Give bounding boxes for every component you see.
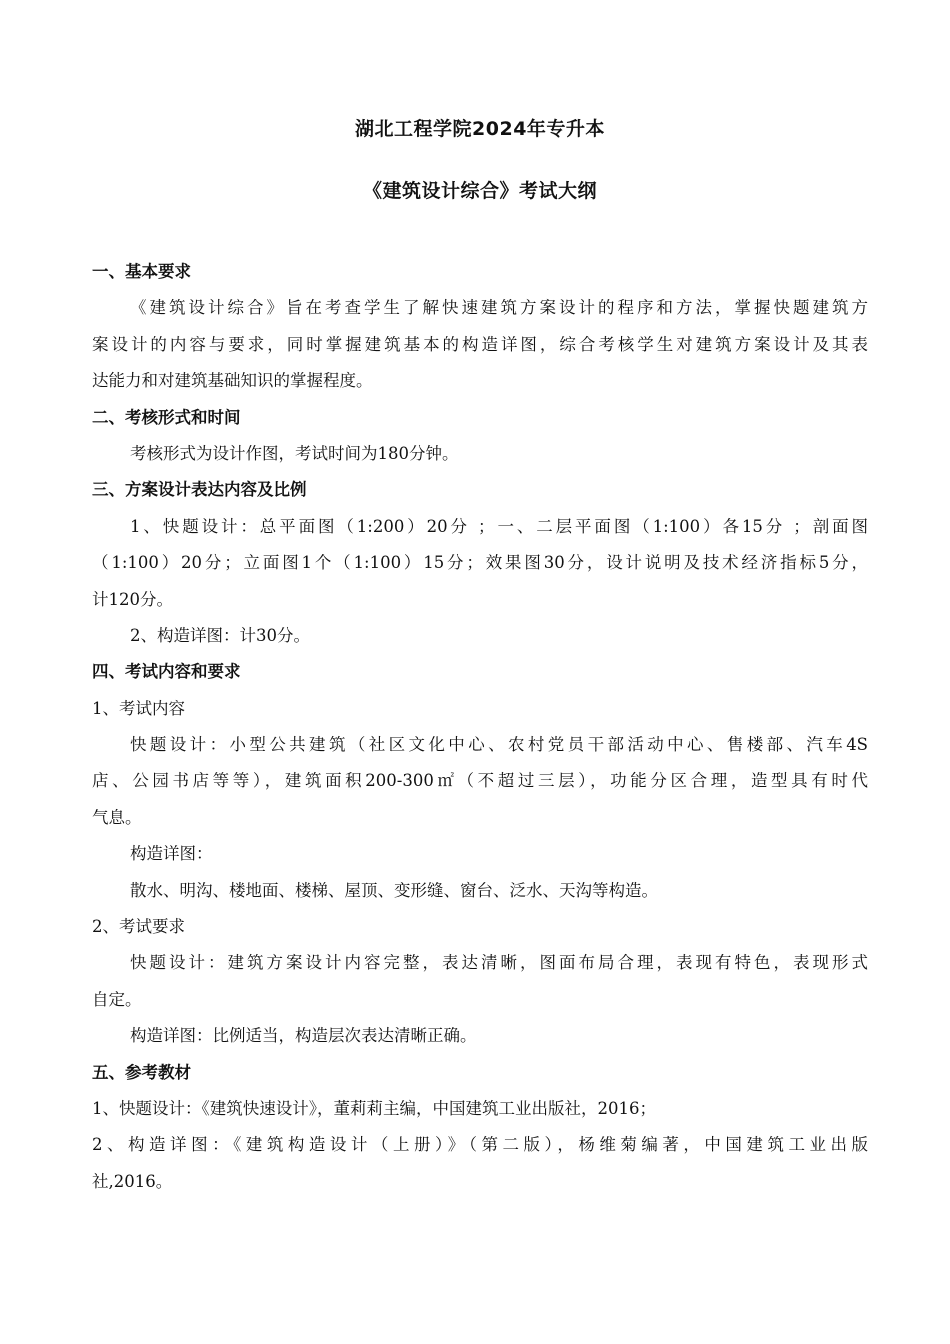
paragraph-line: 气息。 bbox=[92, 807, 142, 827]
paragraph-line: 快题设计：建筑方案设计内容完整，表达清晰，图面布局合理，表现有特色，表现形式 bbox=[130, 953, 868, 973]
paragraph-line: 达能力和对建筑基础知识的掌握程度。 bbox=[92, 371, 373, 391]
reference-line: 社,2016。 bbox=[92, 1171, 173, 1191]
reference-line: 1、快题设计：《建筑快速设计》，董莉莉主编，中国建筑工业出版社，2016； bbox=[92, 1098, 656, 1118]
document-title: 湖北工程学院2024年专升本 bbox=[355, 118, 605, 140]
subsection-heading: 1、考试内容 bbox=[92, 698, 185, 718]
subsection-heading: 2、考试要求 bbox=[92, 917, 185, 937]
paragraph-line: 2、构造详图：计30分。 bbox=[130, 625, 310, 645]
paragraph-line: 自定。 bbox=[92, 989, 142, 1009]
document-body bbox=[92, 254, 868, 1200]
paragraph-line: 构造详图： bbox=[130, 844, 213, 864]
paragraph-line: 1、快题设计：总平面图（1:200）20分 ；一、二层平面图（1:100）各15分 ；剖面图 bbox=[130, 516, 868, 536]
paragraph-line: （1:100）20分；立面图1个（1:100）15分；效果图30分，设计说明及技术经济指标5分， bbox=[92, 553, 868, 573]
document-subtitle: 《建筑设计综合》考试大纲 bbox=[362, 180, 597, 202]
paragraph-line: 《建筑设计综合》旨在考查学生了解快速建筑方案设计的程序和方法，掌握快题建筑方 bbox=[130, 298, 868, 318]
paragraph-line: 快题设计：小型公共建筑（社区文化中心、农村党员干部活动中心、售楼部、汽车4S bbox=[130, 735, 868, 755]
paragraph-line: 店、公园书店等等），建筑面积200-300㎡（不超过三层），功能分区合理，造型具有时代 bbox=[92, 771, 868, 791]
section-heading-basic-requirements: 一、基本要求 bbox=[92, 262, 191, 281]
paragraph-line: 散水、明沟、楼地面、楼梯、屋顶、变形缝、窗台、泛水、天沟等构造。 bbox=[130, 880, 658, 900]
paragraph-line: 案设计的内容与要求，同时掌握建筑基本的构造详图，综合考核学生对建筑方案设计及其表 bbox=[92, 334, 868, 354]
section-heading-exam-format: 二、考核形式和时间 bbox=[92, 407, 241, 427]
section-heading-design-content: 三、方案设计表达内容及比例 bbox=[92, 480, 307, 500]
reference-line: 2、构造详图：《建筑构造设计（上册）》（第二版），杨维菊编著，中国建筑工业出版 bbox=[92, 1135, 868, 1155]
paragraph-line: 考核形式为设计作图，考试时间为180分钟。 bbox=[130, 443, 459, 463]
section-heading-references: 五、参考教材 bbox=[92, 1062, 191, 1082]
paragraph-line: 构造详图：比例适当，构造层次表达清晰正确。 bbox=[130, 1026, 477, 1046]
paragraph-line: 计120分。 bbox=[92, 589, 173, 609]
section-heading-exam-content: 四、考试内容和要求 bbox=[92, 662, 241, 682]
